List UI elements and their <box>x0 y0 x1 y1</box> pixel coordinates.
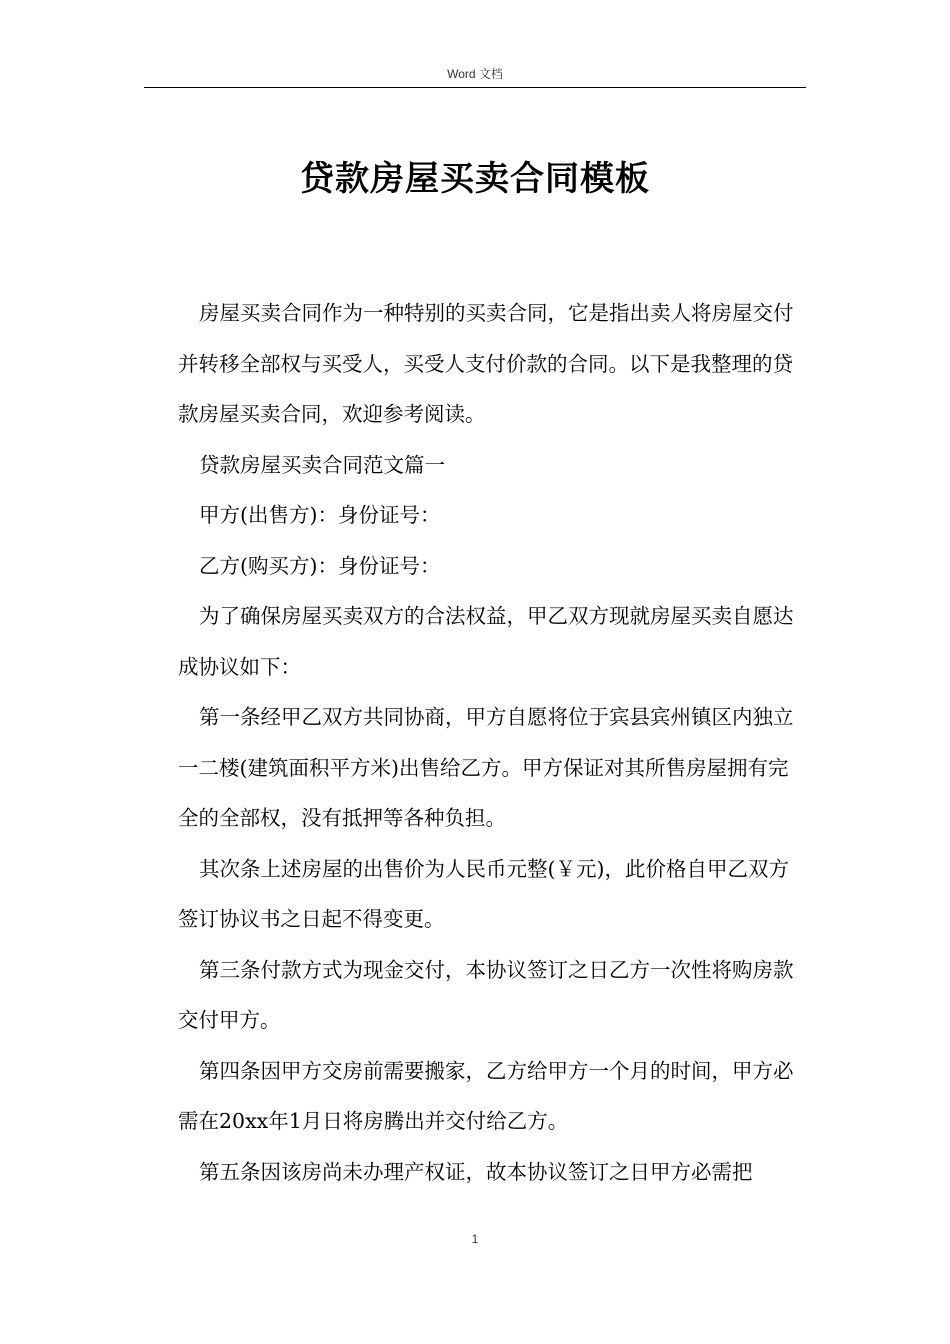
paragraph-intro: 房屋买卖合同作为一种特别的买卖合同，它是指出卖人将房屋交付并转移全部权与买受人，买受人支付价款的合同。以下是我整理的贷款房屋买卖合同，欢迎参考阅读。 <box>178 301 794 426</box>
paragraph-party-b: 乙方(购买方)：身份证号： <box>199 553 441 578</box>
paragraph-article-3: 第三条付款方式为现金交付，本协议签订之日乙方一次性将购房款交付甲方。 <box>178 957 794 1032</box>
paragraph-preamble: 为了确保房屋买卖双方的合法权益，甲乙双方现就房屋买卖自愿达成协议如下： <box>178 604 794 679</box>
paragraph-article-1: 第一条经甲乙双方共同协商，甲方自愿将位于宾县宾州镇区内独立一二楼(建筑面积平方米)出售给乙方。甲方保证对其所售房屋拥有完全的全部权，没有抵押等各种负担。 <box>178 705 794 830</box>
page-number: 1 <box>471 1232 479 1246</box>
document-title: 贷款房屋买卖合同模板 <box>300 159 650 199</box>
document-body <box>178 288 808 1197</box>
header-divider <box>144 87 806 88</box>
paragraph-section-heading: 贷款房屋买卖合同范文篇一 <box>199 452 445 477</box>
paragraph-article-4: 第四条因甲方交房前需要搬家，乙方给甲方一个月的时间，甲方必需在20xx年1月日将房腾出并交付给乙方。 <box>178 1058 794 1133</box>
paragraph-article-5: 第五条因该房尚未办理产权证，故本协议签订之日甲方必需把 <box>199 1159 753 1184</box>
paragraph-party-a: 甲方(出售方)：身份证号： <box>199 503 441 527</box>
page-header: Word 文档 <box>447 67 503 81</box>
paragraph-article-2: 其次条上述房屋的出售价为人民币元整(￥元)，此价格自甲乙双方签订协议书之日起不得变更。 <box>178 856 789 931</box>
